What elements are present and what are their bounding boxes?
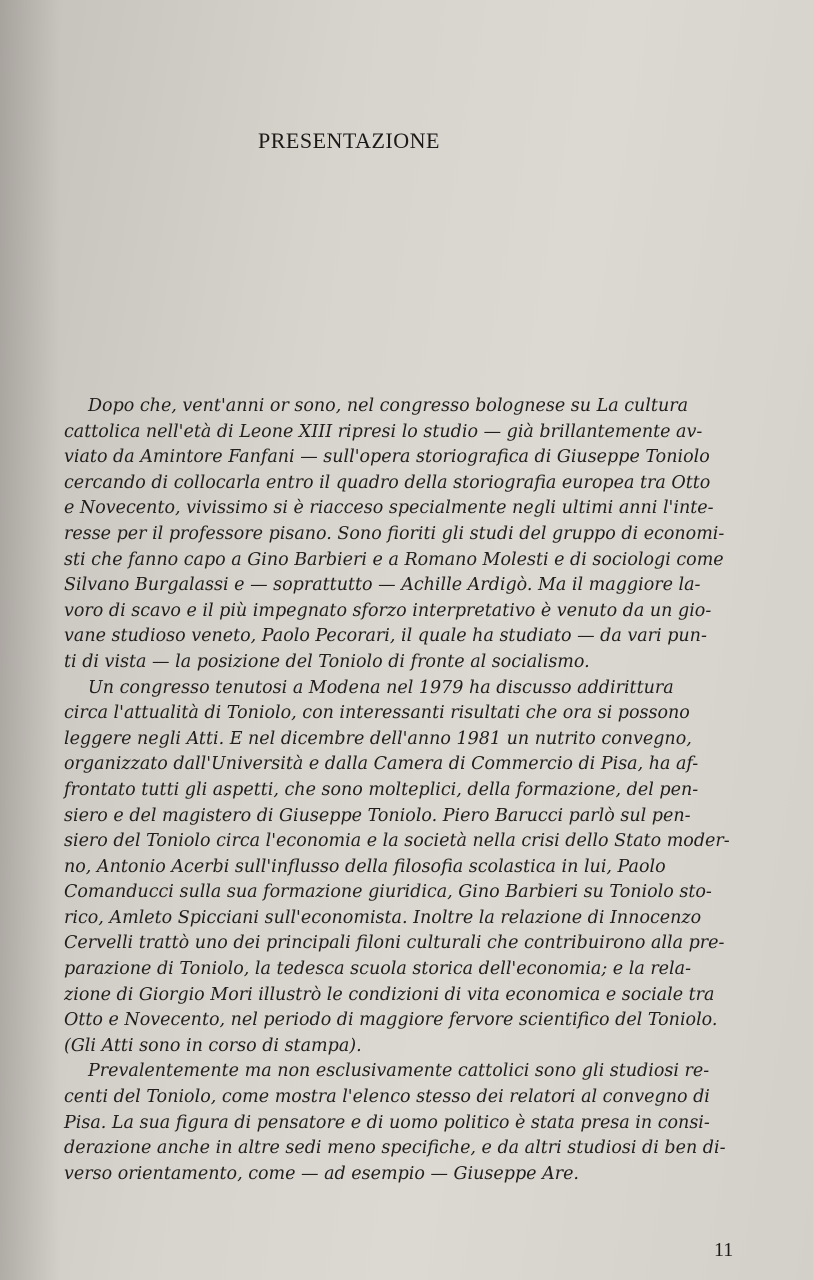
text-line: no, Antonio Acerbi sull'influsso della filosofia scolastica in lui, Paolo	[64, 856, 666, 877]
text-line: vane studioso veneto, Paolo Pecorari, il quale ha studiato — da vari pun-	[64, 626, 707, 647]
text-line: organizzato dall'Università e dalla Camera di Commercio di Pisa, ha af-	[64, 754, 699, 775]
text-line: e Novecento, vivissimo si è riacceso specialmente negli ultimi anni l'inte-	[64, 498, 714, 519]
text-line: Silvano Burgalassi e — soprattutto — Achille Ardigò. Ma il maggiore la-	[64, 575, 701, 596]
text-line: leggere negli Atti. E nel dicembre dell'anno 1981 un nutrito convegno,	[64, 728, 692, 749]
body-text	[64, 394, 738, 1187]
text-line: frontato tutti gli aspetti, che sono molteplici, della formazione, del pen-	[64, 779, 699, 800]
text-line: voro di scavo e il più impegnato sforzo interpretativo è venuto da un gio-	[64, 600, 712, 621]
text-line: Dopo che, vent'anni or sono, nel congresso bolognese su La cultura	[88, 396, 689, 416]
text-line: rico, Amleto Spicciani sull'economista. Inoltre la relazione di Innocenzo	[64, 907, 702, 928]
text-line: Pisa. La sua figura di pensatore e di uomo politico è stata presa in consi-	[64, 1112, 710, 1133]
text-line: cattolica nell'età di Leone XIII ripresi lo studio — già brillantemente av-	[64, 421, 703, 442]
text-line: Prevalentemente ma non esclusivamente cattolici sono gli studiosi re-	[88, 1061, 710, 1082]
text-line: derazione anche in altre sedi meno specifiche, e da altri studiosi di ben di-	[64, 1138, 726, 1159]
text-line: Comanducci sulla sua formazione giuridica, Gino Barbieri su Toniolo sto-	[64, 882, 712, 903]
text-line: ti di vista — la posizione del Toniolo di fronte al socialismo.	[64, 651, 590, 672]
page-title: PRESENTAZIONE	[258, 128, 440, 153]
text-line: Otto e Novecento, nel periodo di maggiore fervore scientifico del Toniolo.	[64, 1010, 718, 1031]
page-shadow	[0, 0, 60, 1280]
text-line: siero del Toniolo circa l'economia e la società nella crisi dello Stato moder-	[64, 831, 730, 852]
text-line: resse per il professore pisano. Sono fioriti gli studi del gruppo di economi-	[64, 523, 725, 544]
text-line: centi del Toniolo, come mostra l'elenco stesso dei relatori al convegno di	[64, 1087, 710, 1108]
text-line: Cervelli trattò uno dei principali filoni culturali che contribuirono alla pre-	[64, 933, 725, 954]
text-line: zione di Giorgio Mori illustrò le condizioni di vita economica e sociale tra	[64, 984, 715, 1005]
text-line: verso orientamento, come — ad esempio — Giuseppe Are.	[64, 1163, 579, 1184]
text-line: parazione di Toniolo, la tedesca scuola storica dell'economia; e la rela-	[64, 959, 691, 980]
page-number: 11	[714, 1239, 734, 1261]
text-line: cercando di collocarla entro il quadro della storiografia europea tra Otto	[64, 472, 711, 493]
text-line: (Gli Atti sono in corso di stampa).	[64, 1035, 362, 1056]
text-line: viato da Amintore Fanfani — sull'opera storiografica di Giuseppe Toniolo	[64, 447, 710, 468]
text-line: circa l'attualità di Toniolo, con interessanti risultati che ora si possono	[64, 703, 690, 724]
text-line: siero e del magistero di Giuseppe Toniolo. Piero Barucci parlò sul pen-	[64, 805, 691, 826]
text-line: Un congresso tenutosi a Modena nel 1979 ha discusso addirittura	[88, 677, 674, 698]
text-line: sti che fanno capo a Gino Barbieri e a Romano Molesti e di sociologi come	[64, 549, 724, 570]
